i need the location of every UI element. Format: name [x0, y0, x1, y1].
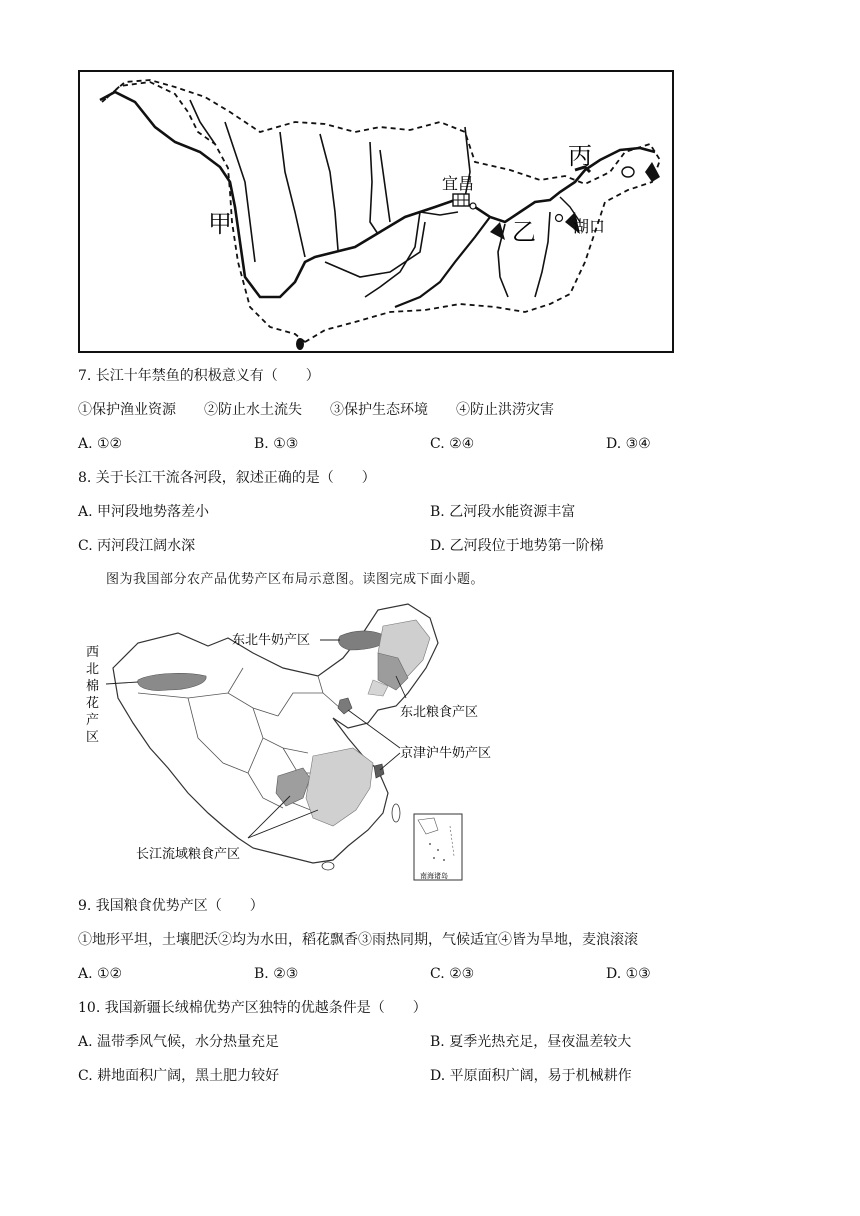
q9-option-b[interactable]: B. ②③: [254, 966, 299, 982]
label-yangtze-grain: 长江流域粮食产区: [136, 847, 241, 862]
label-nw-char-5: 产: [86, 713, 100, 728]
china-agri-map: [78, 598, 538, 884]
q9-option-d[interactable]: D. ①③: [606, 966, 651, 982]
q10-option-b[interactable]: B. 夏季光热充足，昼夜温差较大: [430, 1034, 632, 1050]
q8-option-d[interactable]: D. 乙河段位于地势第一阶梯: [430, 538, 604, 554]
q10-stem: 10. 我国新疆长绒棉优势产区独特的优越条件是（ ）: [78, 1000, 427, 1016]
label-yi: 乙: [512, 218, 536, 246]
q8-option-c[interactable]: C. 丙河段江阔水深: [78, 538, 196, 554]
q10-option-a[interactable]: A. 温带季风气候，水分热量充足: [78, 1034, 280, 1050]
yangtze-basin-map: [78, 70, 674, 353]
q8-option-b[interactable]: B. 乙河段水能资源丰富: [430, 504, 576, 520]
label-bing: 丙: [568, 142, 592, 170]
label-northeast-milk: 东北牛奶产区: [232, 633, 311, 648]
section-intro: 图为我国部分农产品优势产区布局示意图。读图完成下面小题。: [106, 572, 485, 587]
label-northeast-grain: 东北粮食产区: [400, 705, 479, 720]
label-northwest-cotton: [86, 645, 99, 745]
q10-option-c[interactable]: C. 耕地面积广阔，黑土肥力较好: [78, 1068, 280, 1084]
label-nw-char-3: 棉: [86, 679, 100, 694]
q8-stem: 8. 关于长江干流各河段，叙述正确的是（ ）: [78, 470, 376, 486]
q7-option-a[interactable]: A. ①②: [78, 436, 123, 452]
q7-option-d[interactable]: D. ③④: [606, 436, 651, 452]
q9-stem: 9. 我国粮食优势产区（ ）: [78, 898, 264, 914]
q10-option-d[interactable]: D. 平原面积广阔，易于机械耕作: [430, 1068, 632, 1084]
label-jjh-milk: 京津沪牛奶产区: [400, 746, 492, 761]
label-nw-char-2: 北: [86, 662, 100, 677]
yangtze-map-drawing: [80, 72, 672, 351]
label-nw-char-6: 区: [86, 730, 100, 745]
q7-option-c[interactable]: C. ②④: [430, 436, 475, 452]
label-nw-char-1: 西: [86, 645, 100, 660]
label-yichang: 宜昌: [442, 174, 475, 193]
label-south-sea: 南海诸岛: [420, 872, 448, 880]
q7-stem: 7. 长江十年禁鱼的积极意义有（ ）: [78, 368, 320, 384]
q8-option-a[interactable]: A. 甲河段地势落差小: [78, 504, 210, 520]
q9-statements: ①地形平坦，土壤肥沃②均为水田，稻花飘香③雨热同期，气候适宜④皆为旱地，麦浪滚滚: [78, 932, 638, 948]
q9-option-a[interactable]: A. ①②: [78, 966, 123, 982]
label-jia: 甲: [208, 210, 232, 238]
q9-option-c[interactable]: C. ②③: [430, 966, 475, 982]
china-map-drawing: [78, 598, 538, 884]
q7-statements: ①保护渔业资源 ②防止水土流失 ③保护生态环境 ④防止洪涝灾害: [78, 402, 554, 418]
label-nw-char-4: 花: [86, 696, 100, 711]
q7-option-b[interactable]: B. ①③: [254, 436, 299, 452]
label-hukou: 湖口: [573, 217, 606, 236]
